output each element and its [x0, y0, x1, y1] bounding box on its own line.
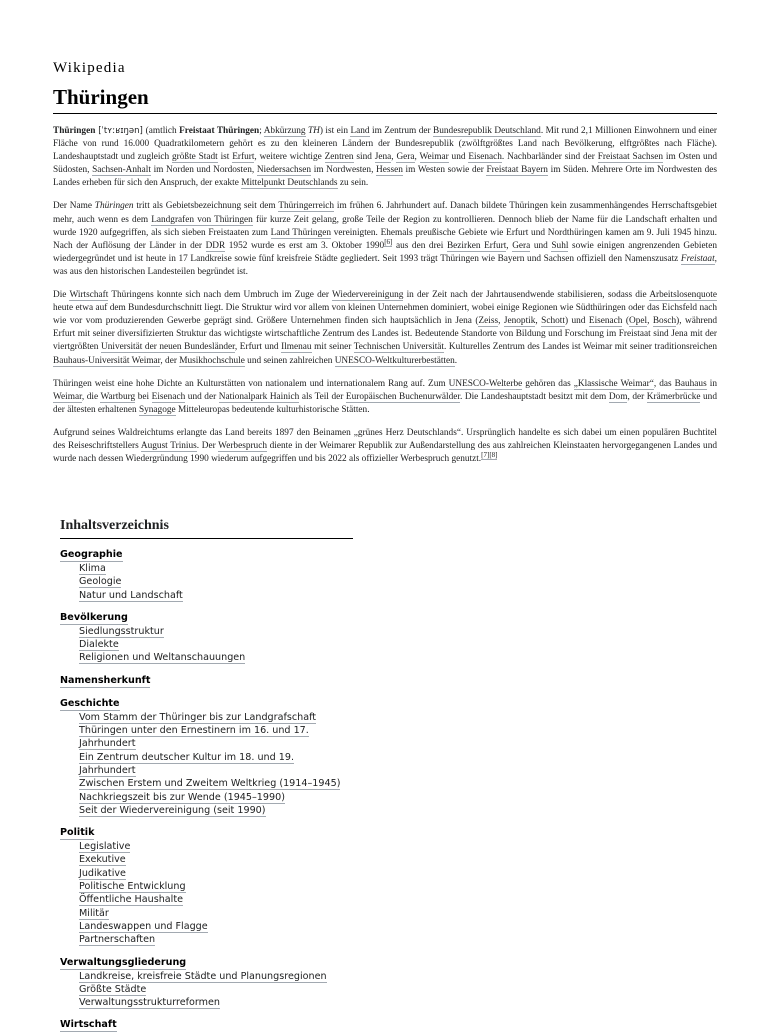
citation-link[interactable]: [8]: [489, 450, 498, 459]
toc-section: [60, 1012, 353, 1032]
text-run: in der Zeit nach der Jahrtausendwende stabilisieren, sodass die: [403, 290, 650, 301]
text-run: vereinigten. Ehemals preußische Gebiete wie Erfurt und Nordthüringen kamen am 9. Juli 1945 hinzu. Nach der Auflösung der Länder in der: [53, 227, 717, 251]
toc-sublink[interactable]: Thüringen unter den Ernestinern im 16. und 17. Jahrhundert: [79, 725, 309, 750]
toc-subitem: [79, 893, 353, 906]
text-run: . Nachbarländer sind der: [501, 152, 598, 163]
toc-sublink[interactable]: Nachkriegszeit bis zur Wende (1945–1990): [79, 791, 285, 803]
article-link[interactable]: Zeiss: [478, 316, 499, 327]
toc-sublist: [60, 840, 353, 946]
text-run: , weitere wichtige: [254, 152, 325, 163]
article-link[interactable]: Hessen: [376, 165, 403, 176]
text-run: in: [706, 378, 717, 389]
intro-paragraph-4: [53, 378, 717, 417]
text-run: gehören das: [522, 378, 574, 389]
toc-link-politik[interactable]: Politik: [60, 827, 95, 839]
article-link[interactable]: Musikhochschule: [179, 355, 245, 366]
toc-sublink[interactable]: Vom Stamm der Thüringer bis zur Landgrafschaft: [79, 711, 317, 723]
article-link[interactable]: Arbeitslosenquote: [649, 290, 717, 301]
text-run: im Nordwesten,: [311, 165, 377, 176]
article-link[interactable]: Bosch: [652, 316, 677, 327]
article-link[interactable]: Freistaat Sachsen: [597, 152, 664, 163]
toc-sublink[interactable]: Landkreise, kreisfreie Städte und Planungsregionen: [79, 970, 327, 982]
ipa-pronunciation: [ˈtʏːʁɪŋən]: [95, 126, 146, 136]
text-run: ), während Erfurt mit seiner diversifizierten Struktur das wichtigste wirtschaftliche Zentrum des Landes ist. Bedeutende Standorte von Bildung und Forschung im Freistaat sind Jena mit der viertgrößten: [53, 316, 717, 353]
text-run: Mitteleuropas bedeutende kulturhistorische Stätten.: [175, 404, 370, 415]
text-run: im Osten und Südosten,: [53, 152, 718, 176]
toc-subitem: [79, 920, 353, 933]
text-run: mit seiner: [311, 342, 354, 353]
article-link[interactable]: Bauhaus-Universität Weimar: [53, 355, 161, 366]
article-link[interactable]: Erfurt: [232, 152, 255, 163]
text-run: zu sein.: [337, 178, 369, 189]
text-run: im Westen sowie der: [402, 165, 487, 176]
text-run: Thüringen: [53, 126, 96, 136]
toc-subitem: [79, 562, 353, 575]
text-run: und der: [185, 391, 219, 402]
text-run: im Norden und Nordosten,: [150, 165, 257, 176]
article-link[interactable]: Bauhaus: [674, 378, 707, 389]
article-link[interactable]: Land: [350, 126, 370, 136]
citation: [489, 451, 497, 460]
toc-sublink[interactable]: Legislative: [79, 841, 131, 853]
article-link[interactable]: Universität der neuen Bundesländer: [101, 342, 235, 353]
article-link[interactable]: Schott: [541, 316, 565, 327]
toc-sublink[interactable]: Exekutive: [79, 854, 126, 866]
toc-sublink[interactable]: Größte Städte: [79, 983, 147, 995]
text-run: im Süden. Mehrere Orte im Nordwesten des Landes erheben für sich den Anspruch, der exakte: [53, 165, 717, 189]
article-link[interactable]: Gera: [512, 240, 531, 251]
text-run: im Zentrum der: [369, 126, 434, 136]
toc-link-namensherkunft[interactable]: Namensherkunft: [60, 674, 151, 686]
article-link[interactable]: Abkürzung: [263, 126, 306, 136]
toc-sublist: [60, 562, 353, 602]
toc-subitem: [79, 589, 353, 602]
toc-subitem: [79, 853, 353, 866]
toc-sublink[interactable]: Landeswappen und Flagge: [79, 920, 208, 932]
text-run: ,: [647, 316, 653, 327]
article-link[interactable]: Thüringerreich: [278, 201, 335, 212]
wikipedia-wordmark[interactable]: Wikipedia: [53, 60, 126, 76]
toc-subitem: [79, 724, 353, 751]
toc-section: [60, 820, 353, 946]
toc-link-bevölkerung[interactable]: Bevölkerung: [60, 611, 128, 623]
text-run: . Kulturelles Zentrum des Landes ist Weimar mit seiner traditionsreichen: [444, 342, 717, 353]
text-run: .: [454, 355, 458, 366]
toc-sublink[interactable]: Religionen und Weltanschauungen: [79, 652, 246, 664]
article-link[interactable]: Jenoptik: [503, 316, 536, 327]
toc-section: [60, 668, 353, 688]
text-run: TH: [308, 126, 320, 136]
text-run: Thüringens konnte sich nach dem Umbruch im Zuge der: [108, 290, 332, 301]
citation-link[interactable]: [6]: [384, 237, 393, 246]
toc-link-wirtschaft[interactable]: Wirtschaft: [60, 1019, 117, 1031]
article-intro: [53, 125, 717, 476]
text-run: Freistaat Thüringen: [179, 126, 260, 136]
toc-subitem: [79, 751, 353, 778]
article-link[interactable]: Eisenach: [588, 316, 623, 327]
text-run: (: [622, 316, 629, 327]
text-run: Thüringen weist eine hohe Dichte an Kulturstätten von nationalem und internationalem Rang auf. Zum: [53, 378, 449, 389]
toc-subitem: [79, 777, 353, 790]
text-run: Aufgrund seines Waldreichtums erlangte das Land bereits 1897 den Beinamen „grünes Herz Deutschlands“. Ursprünglich handelte es sich dabei um einen populären Buchtitel des Reiseschriftstellers: [53, 427, 717, 451]
article-link[interactable]: Eisenach: [151, 391, 186, 402]
toc-sublink[interactable]: Klima: [79, 563, 106, 574]
toc-title: Inhaltsverzeichnis: [60, 517, 353, 539]
article-link[interactable]: Bundesrepublik Deutschland: [433, 126, 541, 136]
text-run: und seinen zahlreichen: [244, 355, 335, 366]
toc-sublink[interactable]: Dialekte: [79, 639, 119, 651]
toc-sublink[interactable]: Zwischen Erstem und Zweitem Weltkrieg (1914–1945): [79, 778, 341, 790]
text-run: für kurze Zeit gelang, große Teile der Region zu kontrollieren. Dennoch blieb der Name für die Landschaft erhalten und wurde 1920 aufgegriffen, als sich sieben Freistaaten zum: [53, 214, 717, 238]
page-title: Thüringen: [53, 84, 717, 114]
toc-section: [60, 950, 353, 1010]
text-run: ;: [259, 126, 264, 136]
article-link[interactable]: Jena: [374, 152, 392, 163]
article-link[interactable]: Weimar: [53, 391, 82, 402]
article-link[interactable]: Weimar: [419, 152, 449, 163]
article-link[interactable]: Krämerbrücke: [646, 391, 701, 402]
toc-subitem: [79, 880, 353, 893]
intro-paragraph-2: [53, 200, 717, 279]
text-run: tritt als Gebietsbezeichnung seit dem: [133, 201, 279, 212]
toc-subitem: [79, 625, 353, 638]
article-link[interactable]: UNESCO-Welterbe: [448, 378, 523, 389]
toc-sublink[interactable]: Judikative: [79, 867, 126, 879]
text-run: , der: [627, 391, 647, 402]
text-run: und: [530, 240, 552, 251]
text-run: diente in der Weimarer Republik zur Außendarstellung des aus zahlreichen Kleinstaaten hervorgegangenen Landes und wurde nach dessen Wiedergründung 1990 wiederum aufgegriffen und bis 2022 als offizieller Werbespruch genutzt.: [53, 440, 717, 465]
toc-subitem: [79, 575, 353, 588]
toc-sublink[interactable]: Militär: [79, 907, 109, 919]
text-run: ) ist ein: [319, 126, 351, 136]
text-run: ,: [498, 316, 504, 327]
text-run: aus den drei: [392, 240, 447, 251]
text-run: 1952 wurde es erst am 3. Oktober 1990: [225, 240, 385, 251]
text-run: , Erfurt und: [234, 342, 282, 353]
text-run: (amtlich: [145, 126, 180, 136]
article-link[interactable]: Technischen Universität: [353, 342, 444, 353]
text-run: ,: [506, 240, 513, 251]
toc-subitem: [79, 638, 353, 651]
article-link[interactable]: Synagoge: [138, 404, 176, 415]
toc-section: [60, 605, 353, 665]
toc-section: [60, 542, 353, 602]
text-run: , der: [160, 355, 180, 366]
toc-subitem: [79, 791, 353, 804]
text-run: ,: [414, 152, 420, 163]
text-run: heute etwa auf dem Bundesdurchschnitt liegt. Die Struktur wird vor allem von kleinen Unternehmen dominiert, wobei einige Regionen wie Südthüringen oder das Eichsfeld nach wie vor vom produzierenden Gewerbe geprägt sind. Größere Unternehmen finden sich hauptsächlich in Jena (: [53, 303, 717, 327]
toc-subitem: [79, 651, 353, 664]
toc-sublink[interactable]: Politische Entwicklung: [79, 881, 186, 893]
article-link[interactable]: Gera: [396, 152, 415, 163]
toc-link-verwaltungsgliederung[interactable]: Verwaltungsgliederung: [60, 956, 187, 968]
article-link[interactable]: Mittelpunkt Deutschlands: [241, 178, 338, 189]
text-run: , die: [81, 391, 101, 402]
toc-subitem: [79, 970, 353, 983]
article-link[interactable]: UNESCO-Weltkulturerbestätten: [334, 355, 455, 366]
text-run: Thüringen: [94, 201, 134, 212]
intro-paragraph-3: [53, 289, 717, 368]
toc-subitem: [79, 840, 353, 853]
citation-link[interactable]: [7]: [481, 450, 490, 459]
toc-sublink[interactable]: Siedlungsstruktur: [79, 625, 164, 637]
toc-subitem: [79, 711, 353, 724]
article-link[interactable]: Zentren: [324, 152, 354, 163]
table-of-contents: [60, 517, 353, 1035]
toc-sublink[interactable]: Ein Zentrum deutscher Kultur im 18. und 19. Jahrhundert: [79, 751, 294, 776]
article-link[interactable]: Dom: [608, 391, 628, 402]
toc-subitem: [79, 804, 353, 817]
text-run: , das: [653, 378, 675, 389]
text-run: ) und: [564, 316, 589, 327]
text-run: und der ältesten erhaltenen: [53, 391, 717, 415]
article-link[interactable]: August Trinius: [140, 440, 197, 451]
article-link[interactable]: Bezirken Erfurt: [446, 240, 507, 251]
text-run: , was aus den historischen Landesteilen begründet ist.: [53, 253, 717, 277]
article-link[interactable]: Suhl: [551, 240, 569, 251]
article-link[interactable]: Sachsen-Anhalt: [92, 165, 151, 176]
toc-link-geographie[interactable]: Geographie: [60, 549, 123, 560]
article-link[interactable]: Wiedervereinigung: [332, 290, 404, 301]
toc-subitem: [79, 907, 353, 920]
toc-subitem: [79, 996, 353, 1009]
toc-subitem: [79, 983, 353, 996]
article-link[interactable]: Landgrafen von Thüringen: [151, 214, 253, 225]
text-run: Der Name: [53, 201, 95, 212]
toc-section: [60, 691, 353, 817]
text-run: als Teil der: [299, 391, 346, 402]
text-run: . Mit rund 2,1 Millionen Einwohnern und einer Fläche von rund 16.000 Quadratkilometern gehört es zu den kleineren Ländern der Bundesrepublik (zwölftgrößtes Land nach Bevölkerung, elftgrößtes nach Fläche). Landeshauptstadt und zugleich: [53, 126, 717, 163]
toc-sublist: [60, 970, 353, 1010]
text-run: ist: [217, 152, 233, 163]
article-link[interactable]: Wirtschaft: [69, 290, 109, 301]
text-run: bei: [135, 391, 152, 402]
toc-subitem: [79, 933, 353, 946]
text-run: . Die Landeshauptstadt besitzt mit dem: [459, 391, 609, 402]
toc-sublist: [60, 625, 353, 665]
toc-subitem: [79, 867, 353, 880]
toc-sublink[interactable]: Seit der Wiedervereinigung (seit 1990): [79, 804, 266, 816]
toc-sublink[interactable]: Natur und Landschaft: [79, 589, 183, 601]
text-run: Die: [53, 290, 70, 301]
article-link[interactable]: Wartburg: [100, 391, 136, 402]
text-run: sind: [353, 152, 375, 163]
text-run: und: [448, 152, 469, 163]
article-link[interactable]: Land Thüringen: [270, 227, 331, 238]
article-link[interactable]: Ilmenau: [281, 342, 312, 353]
intro-paragraph-5: [53, 427, 717, 466]
article-link[interactable]: Nationalpark Hainich: [218, 391, 300, 402]
article-link[interactable]: Werbespruch: [218, 440, 267, 451]
article-link[interactable]: Freistaat: [680, 253, 715, 264]
toc-sublink[interactable]: Partnerschaften: [79, 934, 156, 946]
toc-sublink[interactable]: Öffentliche Haushalte: [79, 894, 184, 906]
article-link[interactable]: Eisenach: [468, 152, 502, 163]
text-run: . Der: [196, 440, 219, 451]
article-link[interactable]: größte Stadt: [172, 152, 218, 163]
toc-sublist: [60, 711, 353, 817]
article-link[interactable]: Freistaat Bayern: [486, 165, 548, 176]
intro-paragraph-1: [53, 125, 717, 190]
text-run: ,: [391, 152, 397, 163]
article-link[interactable]: DDR: [205, 240, 226, 251]
toc-link-geschichte[interactable]: Geschichte: [60, 697, 120, 709]
article-link[interactable]: Niedersachsen: [256, 165, 312, 176]
text-run: sowie einigen angrenzenden Gebieten wiedergegründet und ist heute in 17 Landkreise sowie fünf kreisfreie Städte gegliedert. Seit 1993 trägt Thüringen wie Bayern und Sachsen offiziell den Namenszusatz: [53, 240, 717, 264]
toc-sublink[interactable]: Verwaltungsstrukturreformen: [79, 997, 221, 1009]
toc-sublink[interactable]: Geologie: [79, 576, 122, 588]
text-run: ,: [535, 316, 542, 327]
toc-list: [60, 542, 353, 1032]
text-run: im frühen 6. Jahrhundert auf. Danach bildete Thüringen kein zusammenhängendes Herrschaftsgebiet mehr, auch wenn es dem: [53, 201, 718, 225]
article-link[interactable]: Opel: [629, 316, 648, 327]
article-link[interactable]: „Klassische Weimar“: [573, 378, 654, 389]
article-link[interactable]: Europäischen Buchenurwälder: [345, 391, 460, 402]
